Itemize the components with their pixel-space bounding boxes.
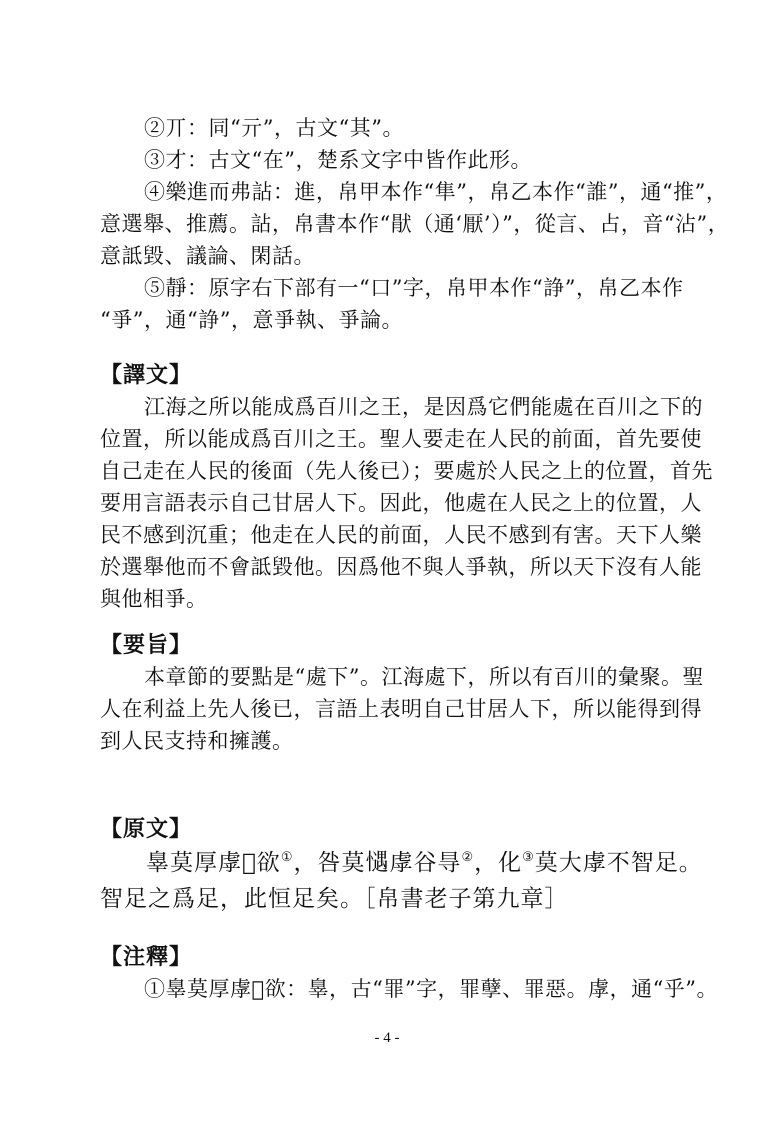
original-text: ，咎莫𢡎虖谷㝵 [293,850,462,876]
note-3: ③才：古文“在”，楚系文字中皆作此形。 [144,148,532,172]
note-4-line-1: ④樂進而弗詀：進，帛甲本作“隼”，帛乙本作“誰”，通“推”， [144,180,728,204]
original-line-1 [146,846,703,880]
footnote-marker: ① [280,850,294,865]
gist-line: 到人民支持和擁護。 [100,729,294,753]
translation-line: 與他相爭。 [100,587,208,611]
original-text: 莫大虖不智足。 [534,850,703,876]
note-2: ②丌：同“亓”，古文“其”。 [144,116,404,140]
note-4-line-3: 意詆毀、議論、閑話。 [100,244,315,268]
gist-heading: 【要旨】 [100,632,193,658]
footnote-marker: ③ [522,850,535,865]
annotation-heading: 【注釋】 [100,944,193,970]
original-text: ，化 [474,850,523,876]
annotation-line: ①辠莫厚虖𢡺欲：辠，古“罪”字，罪孽、罪惡。虖，通“乎”。 [144,977,719,1001]
gist-line: 人在利益上先人後已，言語上表明自己甘居人下，所以能得到得 [100,697,702,721]
translation-line: 位置，所以能成爲百川之王。聖人要走在人民的前面，首先要使 [100,427,702,451]
translation-line: 民不感到沉重；他走在人民的前面，人民不感到有害。天下人樂 [100,523,702,547]
original-heading: 【原文】 [100,816,193,842]
translation-line: 要用言語表示自己甘居人下。因此，他處在人民之上的位置，人 [100,491,702,515]
page-number: - 4 - [374,1030,400,1046]
original-text: 辠莫厚虖𢡺欲 [146,850,281,876]
note-4-line-2: 意選舉、推薦。詀，帛書本作“猒（通‘厭’）”，從言、占，音“沾”， [100,212,730,236]
translation-line: 於選舉他而不會詆毀他。因爲他不與人爭執，所以天下沒有人能 [100,555,702,579]
translation-line: 江海之所以能成爲百川之王，是因爲它們能處在百川之下的 [144,395,703,419]
translation-heading: 【譯文】 [100,362,193,388]
original-line-2: 智足之爲足，此恒足矣。［帛書老子第九章］ [100,886,569,912]
translation-line: 自己走在人民的後面（先人後已）；要處於人民之上的位置，首先 [100,459,713,483]
footnote-marker: ② [461,850,475,865]
note-5-line-2: “爭”，通“諍”，意爭執、爭論。 [100,308,403,332]
gist-line: 本章節的要點是“處下”。江海處下，所以有百川的彙聚。聖 [144,665,704,689]
note-5-line-1: ⑤靜：原字右下部有一“口”字，帛甲本作“諍”，帛乙本作 [144,276,684,300]
